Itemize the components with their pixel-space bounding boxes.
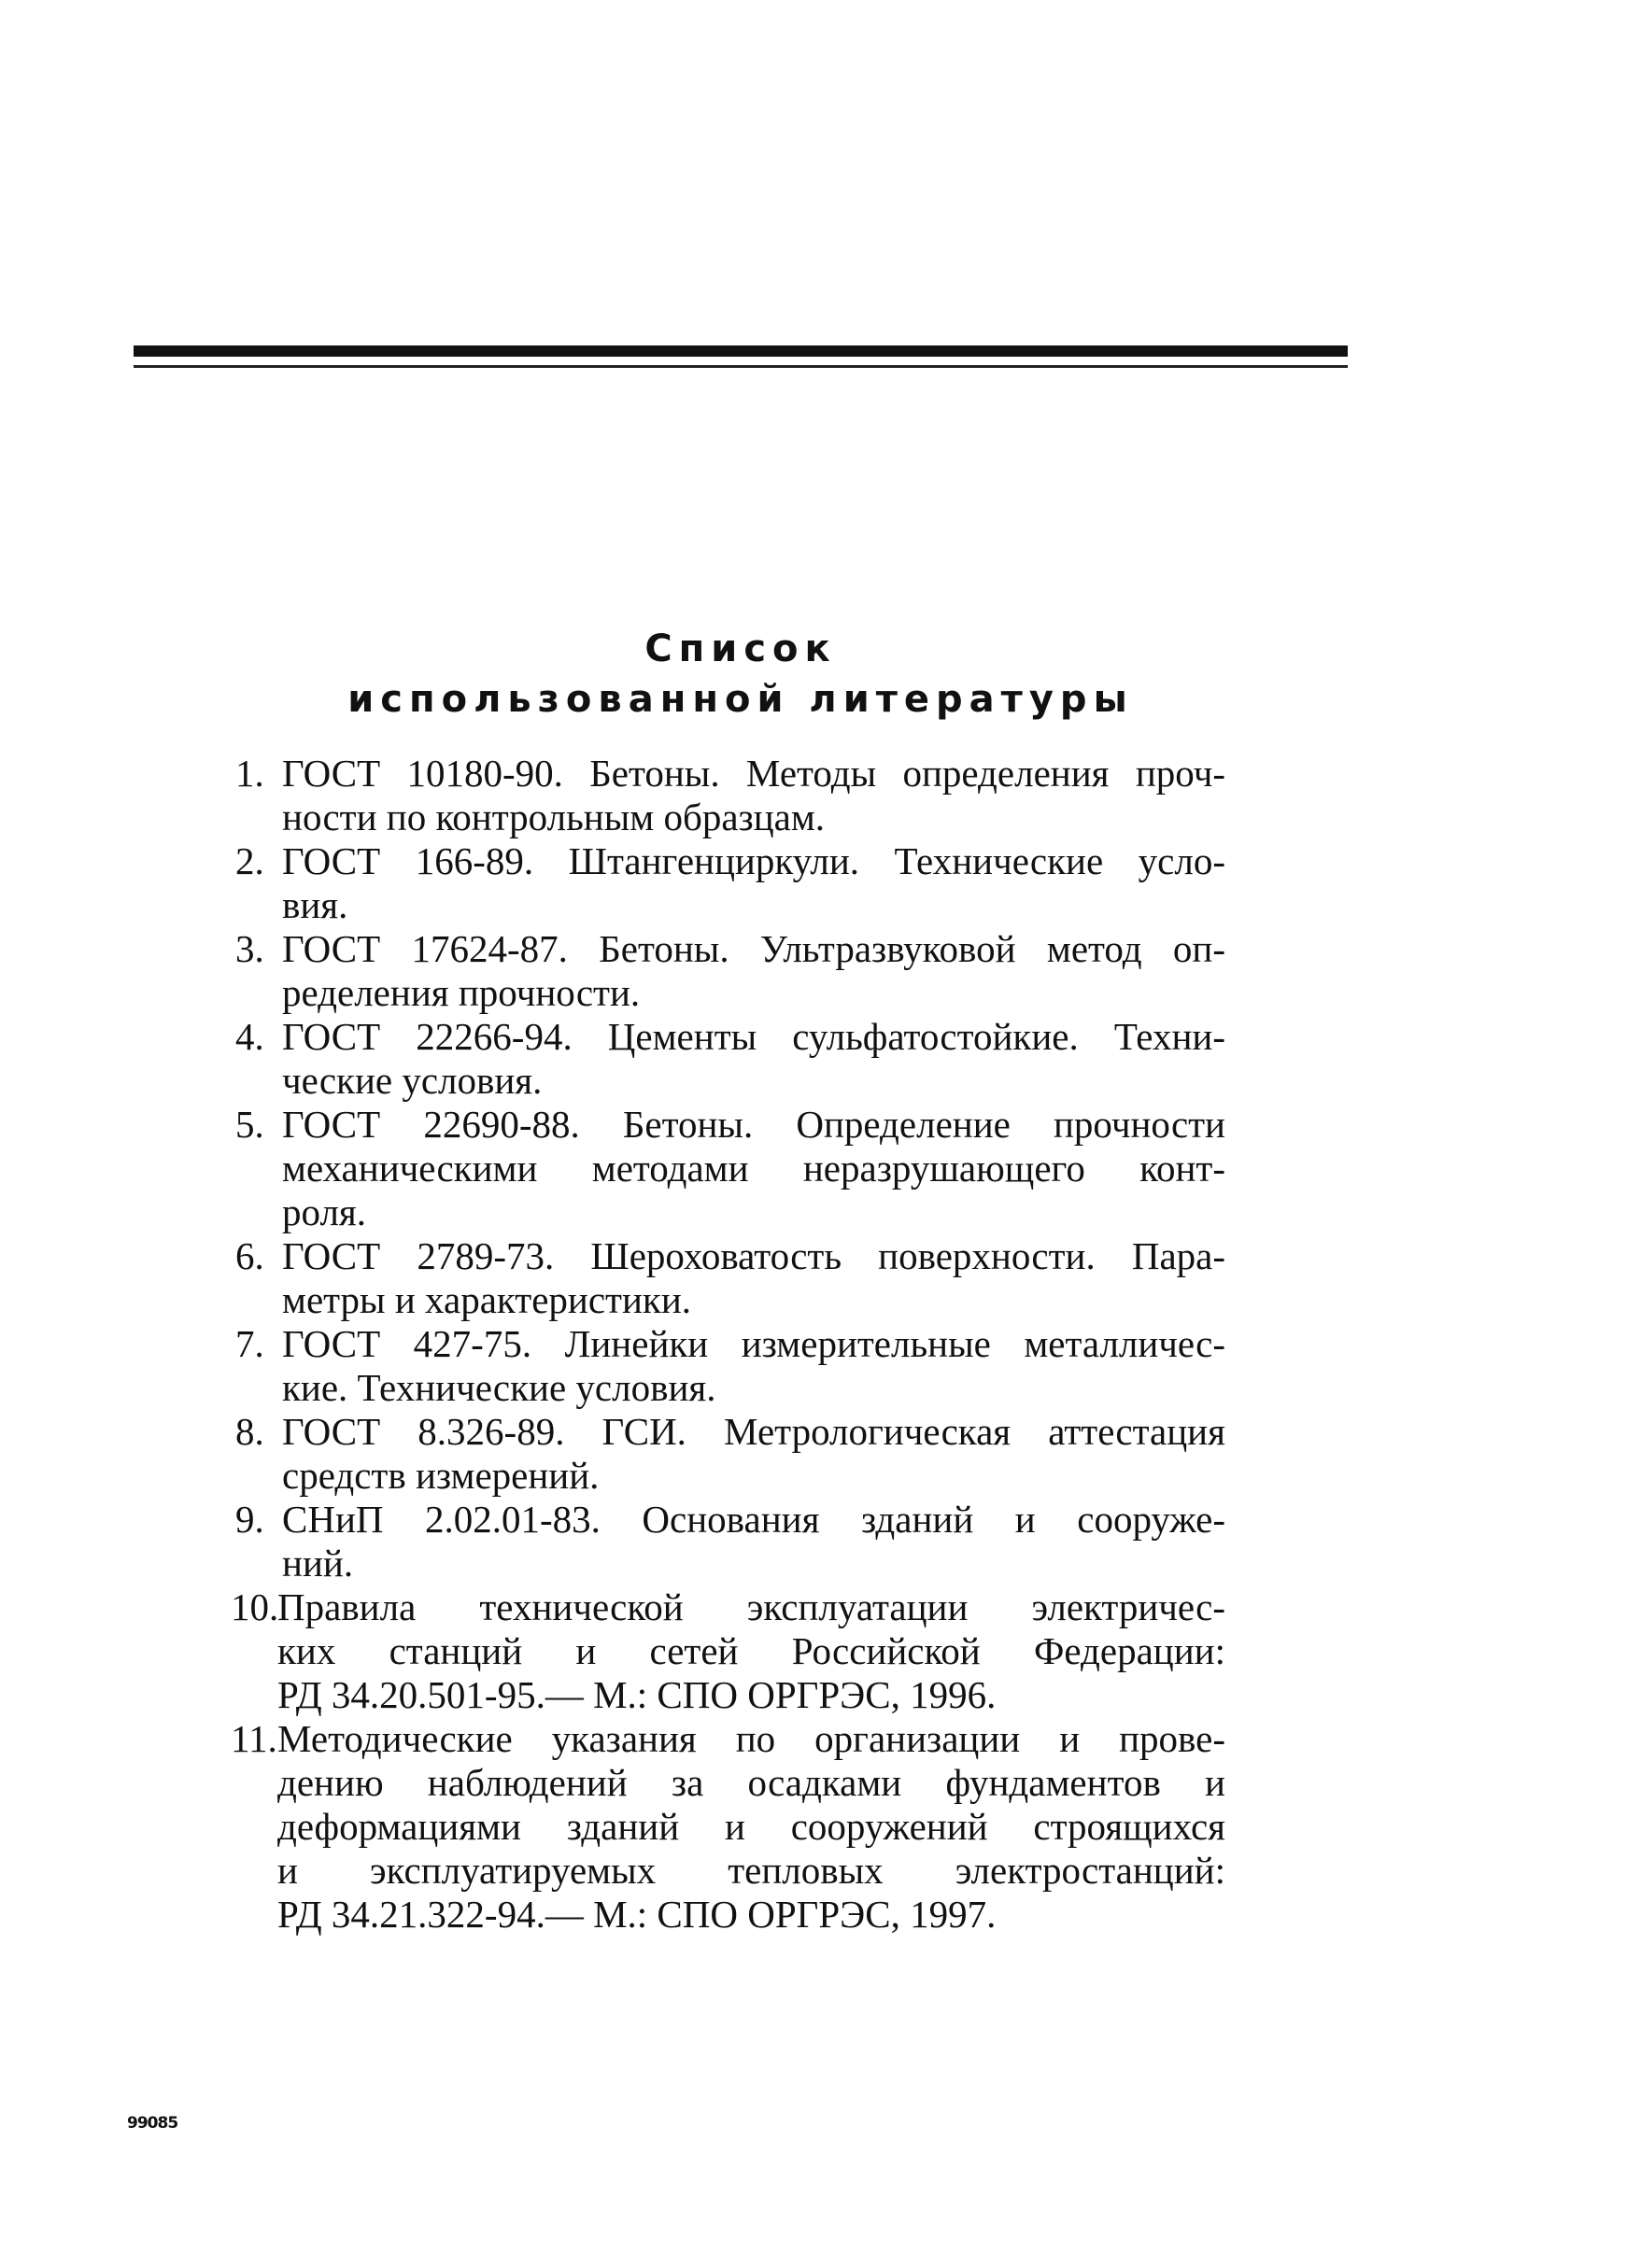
- reference-line: и эксплуатируемых тепловых электростанций:: [277, 1849, 1225, 1892]
- reference-number: 8.: [235, 1410, 264, 1453]
- reference-number: 10.: [231, 1585, 279, 1628]
- reference-number: 9.: [235, 1498, 264, 1541]
- reference-line: метры и характеристики.: [282, 1278, 692, 1321]
- reference-line: ний.: [282, 1542, 354, 1585]
- reference-line: ГОСТ 8.326-89. ГСИ. Метрологическая аттестация: [282, 1410, 1225, 1453]
- reference-item: [235, 1322, 1225, 1410]
- reference-line: РД 34.20.501-95.— М.: СПО ОРГРЭС, 1996.: [277, 1673, 997, 1716]
- page-title: [134, 624, 1348, 725]
- reference-line: дению наблюдений за осадками фундаментов и: [277, 1761, 1225, 1804]
- reference-text: [282, 1234, 1225, 1322]
- reference-number: 1.: [235, 752, 264, 795]
- reference-item: [235, 839, 1225, 927]
- reference-line: ности по контрольным образцам.: [282, 796, 826, 838]
- reference-line: вия.: [282, 883, 348, 926]
- reference-number: 2.: [235, 839, 264, 882]
- reference-number: 11.: [231, 1717, 277, 1760]
- title-line-1: Список: [644, 627, 837, 670]
- page-code: 99085: [127, 2114, 178, 2133]
- reference-text: [282, 1410, 1225, 1498]
- reference-item: [235, 1498, 1225, 1585]
- reference-item: [231, 1717, 1225, 1937]
- reference-text: [277, 1585, 1225, 1717]
- reference-line: ГОСТ 166-89. Штангенциркули. Технические усло-: [282, 839, 1225, 882]
- reference-item: [231, 1585, 1225, 1717]
- header-rule-thick: [134, 345, 1348, 357]
- reference-number: 3.: [235, 927, 264, 970]
- reference-line: ГОСТ 22266-94. Цементы сульфатостойкие. Техни-: [282, 1015, 1225, 1058]
- reference-line: ГОСТ 17624-87. Бетоны. Ультразвуковой метод оп-: [282, 927, 1225, 970]
- reference-line: кие. Технические условия.: [282, 1366, 716, 1409]
- reference-line: СНиП 2.02.01-83. Основания зданий и сооруже-: [282, 1498, 1225, 1541]
- reference-text: [282, 1015, 1225, 1103]
- reference-item: [235, 1410, 1225, 1498]
- reference-number: 4.: [235, 1015, 264, 1058]
- reference-item: [235, 1234, 1225, 1322]
- reference-text: [282, 1498, 1225, 1585]
- reference-item: [235, 1015, 1225, 1103]
- reference-text: [282, 839, 1225, 927]
- reference-item: [235, 1103, 1225, 1234]
- reference-text: [282, 1103, 1225, 1234]
- reference-line: Правила технической эксплуатации электричес-: [277, 1585, 1225, 1628]
- reference-line: механическими методами неразрушающего конт-: [282, 1147, 1225, 1190]
- reference-line: РД 34.21.322-94.— М.: СПО ОРГРЭС, 1997.: [277, 1893, 997, 1936]
- reference-line: деформациями зданий и сооружений строящихся: [277, 1805, 1225, 1848]
- reference-line: роля.: [282, 1190, 367, 1233]
- reference-line: ГОСТ 427-75. Линейки измерительные металличес-: [282, 1322, 1225, 1365]
- reference-text: [282, 752, 1225, 839]
- reference-text: [277, 1717, 1225, 1937]
- reference-line: ределения прочности.: [282, 971, 641, 1014]
- reference-list: [231, 752, 1225, 1937]
- reference-item: [235, 752, 1225, 839]
- reference-line: ГОСТ 22690-88. Бетоны. Определение прочности: [282, 1103, 1225, 1146]
- reference-number: 7.: [235, 1322, 264, 1365]
- reference-text: [282, 1322, 1225, 1410]
- header-rule-thin: [134, 365, 1348, 368]
- reference-line: ГОСТ 2789-73. Шероховатость поверхности. Пара-: [282, 1234, 1225, 1277]
- reference-line: ГОСТ 10180-90. Бетоны. Методы определения проч-: [282, 752, 1225, 795]
- reference-item: [235, 927, 1225, 1015]
- reference-number: 6.: [235, 1234, 264, 1277]
- reference-text: [282, 927, 1225, 1015]
- reference-line: средств измерений.: [282, 1454, 600, 1497]
- reference-line: Методические указания по организации и прове-: [277, 1717, 1225, 1760]
- title-line-2: использованной литературы: [347, 678, 1134, 721]
- reference-line: ческие условия.: [282, 1059, 543, 1102]
- reference-number: 5.: [235, 1103, 264, 1146]
- reference-line: ких станций и сетей Российской Федерации:: [277, 1629, 1225, 1672]
